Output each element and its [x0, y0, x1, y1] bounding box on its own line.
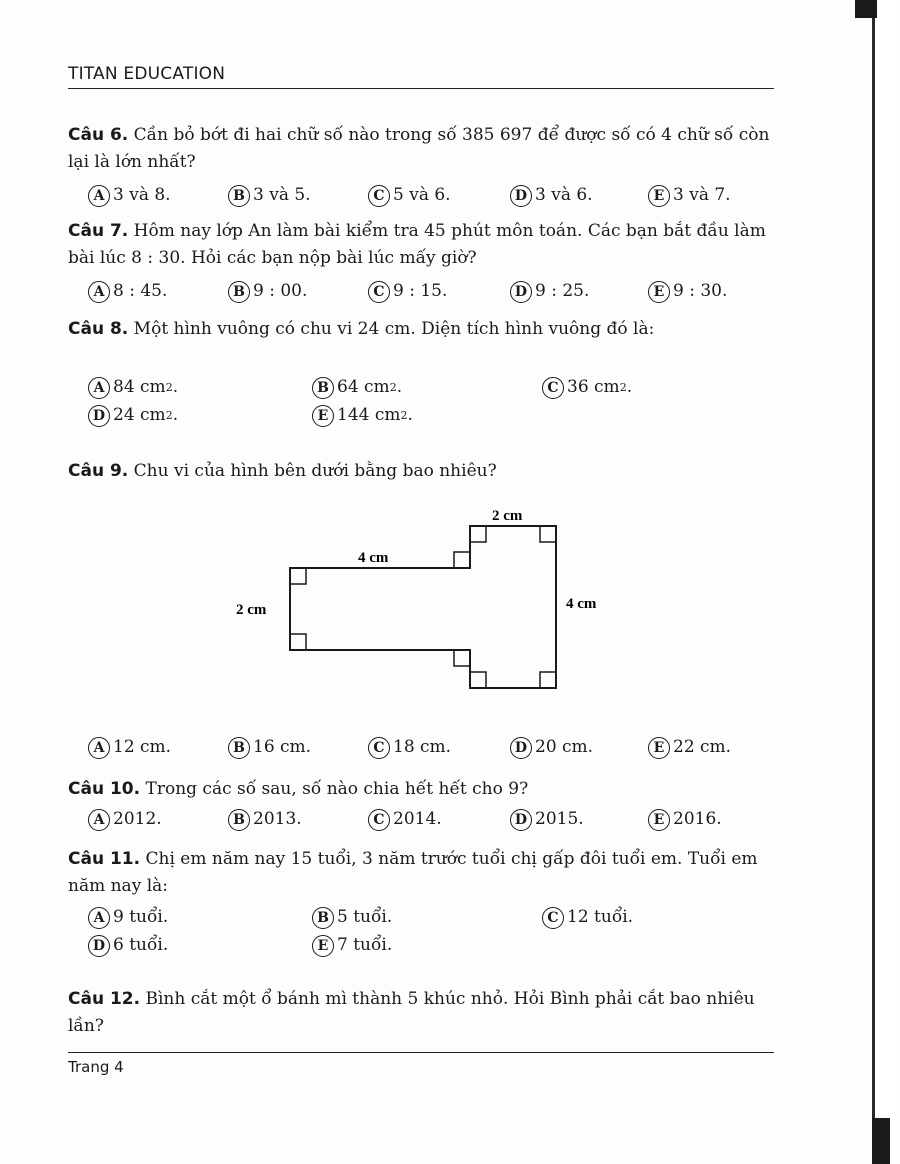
- question-11: [68, 846, 774, 955]
- question-text: Một hình vuông có chu vi 24 cm. Diện tích hình vuông đó là:: [133, 319, 655, 339]
- question-number: Câu 11.: [68, 849, 141, 869]
- right-angle-mark: [470, 672, 486, 688]
- answer-options: [68, 278, 774, 305]
- question-number: Câu 7.: [68, 221, 129, 241]
- question-12: [68, 986, 774, 1040]
- question-text: Bình cắt một ổ bánh mì thành 5 khúc nhỏ. Hỏi Bình phải cắt bao nhiêu lần?: [68, 989, 755, 1036]
- question-text: Trong các số sau, số nào chia hết hết cho 9?: [145, 779, 529, 799]
- option-b[interactable]: B 3 và 5.: [228, 182, 311, 209]
- option-c[interactable]: C 18 cm.: [368, 734, 451, 761]
- option-a[interactable]: A 2012.: [88, 806, 162, 833]
- answer-options: [68, 182, 774, 209]
- answer-options: [68, 734, 774, 761]
- label-left: 2 cm: [236, 602, 267, 618]
- option-a[interactable]: A 84 cm 2 .: [88, 374, 178, 401]
- question-6: [68, 122, 774, 205]
- right-angle-mark: [540, 672, 556, 688]
- option-d[interactable]: D 20 cm.: [510, 734, 593, 761]
- answer-options: [68, 806, 774, 833]
- option-d[interactable]: D 2015.: [510, 806, 584, 833]
- page-number: Trang 4: [68, 1058, 124, 1076]
- right-angle-mark: [540, 526, 556, 542]
- question-number: Câu 10.: [68, 779, 141, 799]
- header-title: TITAN EDUCATION: [68, 64, 226, 84]
- question-text: Chị em năm nay 15 tuổi, 3 năm trước tuổi chị gấp đôi tuổi em. Tuổi em năm nay là:: [68, 849, 758, 896]
- question-text: Chu vi của hình bên dưới bằng bao nhiêu?: [133, 461, 497, 481]
- option-c[interactable]: C 36 cm 2 .: [542, 374, 632, 401]
- option-e[interactable]: E 9 : 30.: [648, 278, 727, 305]
- option-b[interactable]: B 9 : 00.: [228, 278, 307, 305]
- question-number: Câu 12.: [68, 989, 141, 1009]
- scan-corner-mark: [855, 0, 877, 18]
- option-b[interactable]: B 5 tuổi.: [312, 904, 392, 931]
- question-10: [68, 776, 774, 829]
- option-e[interactable]: E 7 tuổi.: [312, 932, 392, 959]
- label-middle: 4 cm: [358, 550, 389, 566]
- right-angle-mark: [290, 634, 306, 650]
- right-angle-mark: [454, 650, 470, 666]
- answer-options-row-2: [68, 932, 774, 959]
- option-e[interactable]: E 2016.: [648, 806, 722, 833]
- question-number: Câu 6.: [68, 125, 129, 145]
- label-top: 2 cm: [492, 508, 523, 524]
- option-e[interactable]: E 22 cm.: [648, 734, 731, 761]
- question-8: [68, 316, 774, 425]
- question-9: [68, 458, 774, 485]
- question-number: Câu 9.: [68, 461, 129, 481]
- option-d[interactable]: D 9 : 25.: [510, 278, 589, 305]
- question-text: Hôm nay lớp An làm bài kiểm tra 45 phút môn toán. Các bạn bắt đầu làm bài lúc 8 : 30. Hỏi các bạn nộp bài lúc mấy giờ?: [68, 221, 766, 268]
- header-divider: [68, 88, 774, 89]
- option-e[interactable]: E 144 cm 2 .: [312, 402, 413, 429]
- right-angle-mark: [454, 552, 470, 568]
- option-c[interactable]: C 5 và 6.: [368, 182, 451, 209]
- option-c[interactable]: C 2014.: [368, 806, 442, 833]
- question-text: Cần bỏ bớt đi hai chữ số nào trong số 385 697 để được số có 4 chữ số còn lại là lớn nhất?: [68, 125, 770, 172]
- question-number: Câu 8.: [68, 319, 129, 339]
- option-c[interactable]: C 12 tuổi.: [542, 904, 633, 931]
- option-a[interactable]: A 9 tuổi.: [88, 904, 168, 931]
- option-a[interactable]: A 12 cm.: [88, 734, 171, 761]
- answer-options-row-2: [68, 402, 774, 429]
- option-c[interactable]: C 9 : 15.: [368, 278, 447, 305]
- scan-corner-mark: [872, 1118, 890, 1164]
- option-b[interactable]: B 16 cm.: [228, 734, 311, 761]
- option-b[interactable]: B 64 cm 2 .: [312, 374, 402, 401]
- answer-options-row-1: [68, 374, 774, 401]
- right-angle-mark: [470, 526, 486, 542]
- option-d[interactable]: D 6 tuổi.: [88, 932, 168, 959]
- label-right: 4 cm: [566, 596, 597, 612]
- option-d[interactable]: D 24 cm 2 .: [88, 402, 178, 429]
- option-a[interactable]: A 8 : 45.: [88, 278, 167, 305]
- footer-divider: [68, 1052, 774, 1053]
- figure-outline: [290, 526, 556, 688]
- perimeter-figure: [220, 496, 597, 696]
- answer-options-row-1: [68, 904, 774, 931]
- option-b[interactable]: B 2013.: [228, 806, 302, 833]
- option-a[interactable]: A 3 và 8.: [88, 182, 171, 209]
- question-7: [68, 218, 774, 301]
- scan-edge: [872, 0, 897, 1164]
- right-angle-mark: [290, 568, 306, 584]
- option-d[interactable]: D 3 và 6.: [510, 182, 593, 209]
- option-e[interactable]: E 3 và 7.: [648, 182, 731, 209]
